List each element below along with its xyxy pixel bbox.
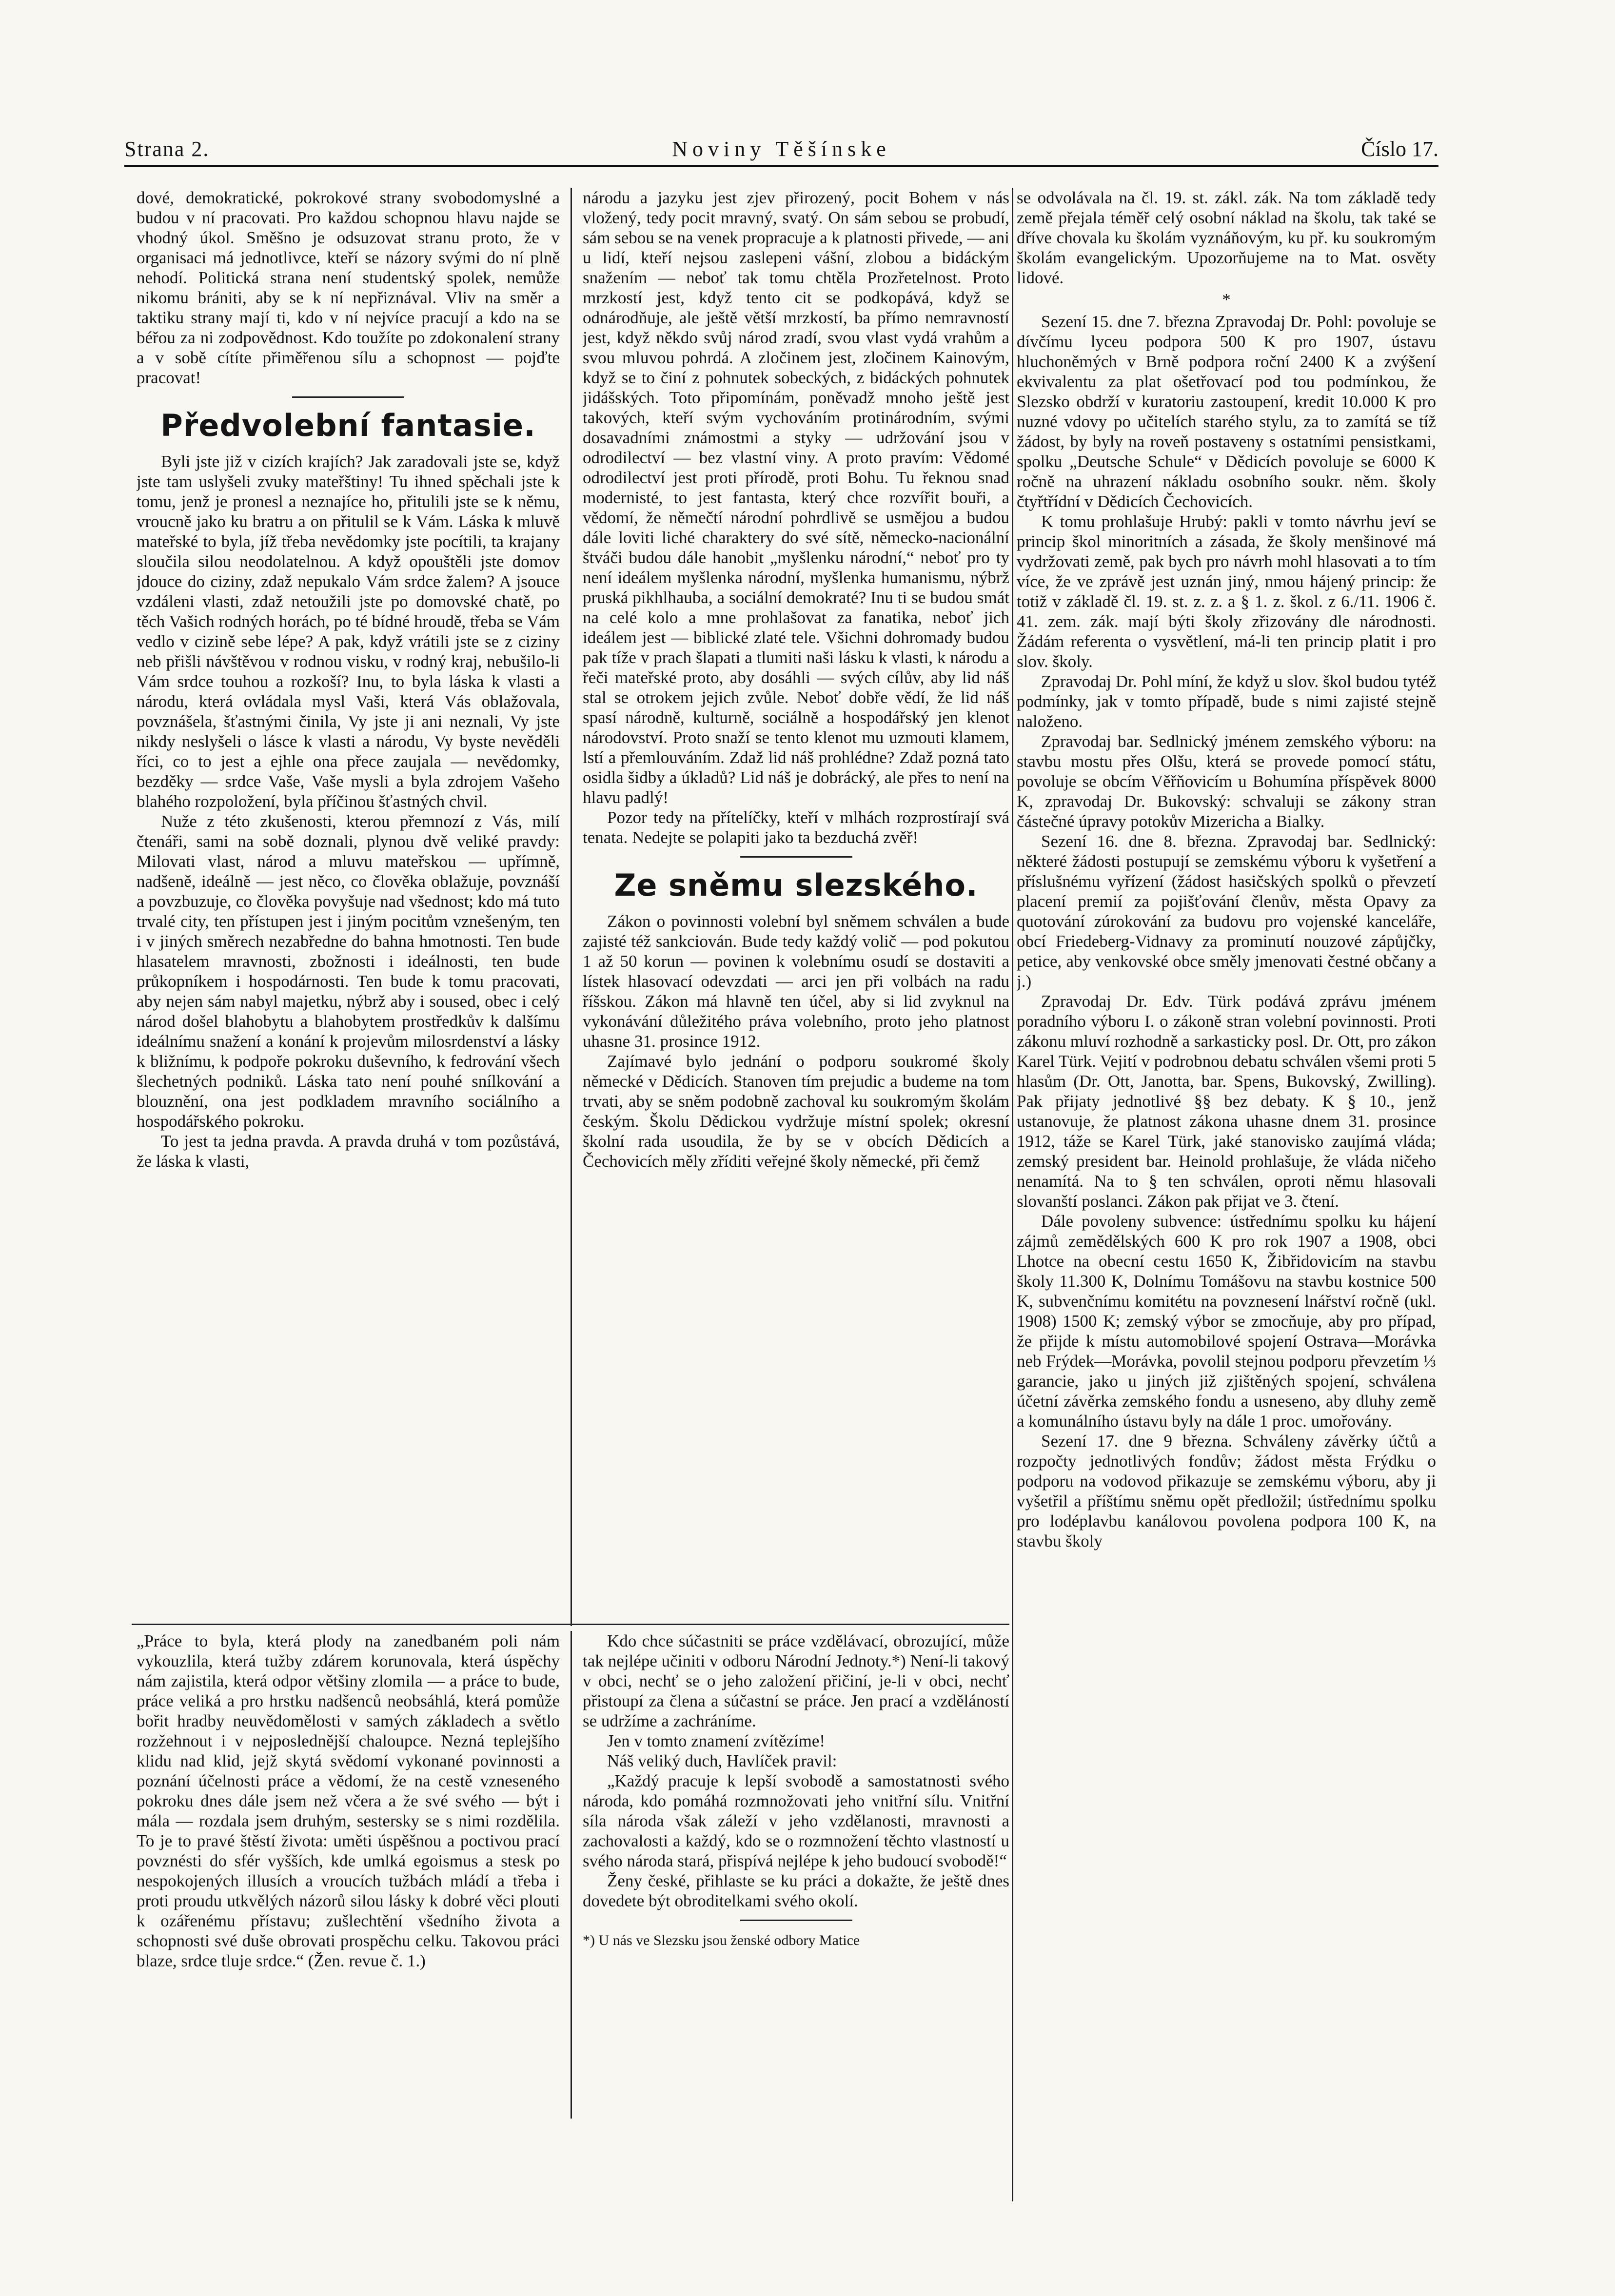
session-report: Sezení 17. dne 9 března. Schváleny závěrky účtů a rozpočty jednotlivých fondův; žádost města Frýdku o podporu na vodovod přikazuje se zemskému výboru, aby ji vyšetřil a příštímu sněmu opět předložil; ústřednímu spolku pro lodéplavbu kanálovou povolena podpora 100 K, na stavbu školy: [1017, 1432, 1436, 1550]
article-paragraph: Pozor tedy na přítelíčky, kteří v mlhách rozprostírají svá tenata. Nedejte se polapiti jako ta bezduchá zvěř!: [583, 808, 1009, 847]
article-title: Ze sněmu slezského.: [614, 867, 978, 903]
column-divider-1: [571, 188, 572, 1626]
column-2-lower: [583, 1631, 1009, 2119]
quotation: „Každý pracuje k lepší svobodě a samostatnosti svého národa, kdo pomáhá rozmnožovati jeho vnitřní sílu. Vnitřní síla národa však záleží v jeho vzdělanosti, mravnosti a zachovalosti a každý, kdo se o rozmnožení těchto vlastností u svého národa stará, přispívá nejlépe k jeho budoucí svobodě!“: [583, 1771, 1009, 1870]
newspaper-title: Noviny Těšínske: [672, 137, 891, 161]
session-report: K tomu prohlašuje Hrubý: pakli v tomto návrhu jeví se princip škol minoritních a zásada, že školy menšinové má vydržovati země, pak bych pro návrh mohl hlasovati a to tím více, že ve zprávě jest uznán jiný, nmou hájený princip: že totiž v základě čl. 19. st. z. z. a § 1. z. škol. z 6./11. 1906 č. 41. zem. zák. mají býti školy zřizovány dle národnosti. Žádám referenta o vysvětlení, má-li ten princip platit i pro slov. školy.: [1017, 512, 1436, 671]
issue-number: Číslo 17.: [1361, 137, 1438, 161]
session-report: Dále povoleny subvence: ústřednímu spolku ku hájení zájmů zemědělských 600 K pro rok 1907 a 1908, obci Lhotce na obecní cestu 1650 K, Žibřidovicím na stavbu školy 11.300 K, Dolnímu Tomášovu na stavbu kostnice 500 K, subvenčnímu komitétu na povznesení lnářství ročně (ukl. 1908) 1500 K; zemský výbor se zmocňuje, aby pro případ, že přijde k místu automobilové spojení Ostrava—Morávka neb Frýdek—Morávka, povolil stejnou podporu převzetím ⅓ garancie, jako u jiných již zjištěných spojení, schválena účetní závěrka zemského fondu a usneseno, aby dluhy země a komunálního ústavu byly na dále 1 proc. umořovány.: [1017, 1212, 1436, 1431]
column-1: [137, 188, 560, 1665]
session-report: Zpravodaj Dr. Pohl míní, že když u slov. škol budou tytéž podmínky, jak v tomto případě, bude s nimi zajisté stejně naloženo.: [1017, 672, 1436, 731]
article-divider: [292, 396, 404, 398]
article-paragraph: Zákon o povinnosti volební byl sněmem schválen a bude zajisté též sankciován. Bude tedy každý volič — pod pokutou 1 až 50 korun — povinen k volebnímu osudí se dostaviti a lístek hlasovací odevzdati — arci jen při volbách na radu říšskou. Zákon má hlavně ten účel, aby si lid zvyknul na vykonávání důležitého práva volebního, proto jeho platnost uhasne 31. prosince 1912.: [583, 912, 1009, 1051]
session-report: Sezení 16. dne 8. března. Zpravodaj bar. Sedlnický: některé žádosti postupují se zemskému výboru k vyšetření a příslušnému vyřízení (žádost hasičských spolků o převzetí placení premií za pojišťování členův, města Opavy za quotování zúrokování za budovu pro vojenské kanceláře, obcí Friedeberg-Vidnavy za prominutí nouzové zápůjčky, petice, aby venkovské obce směly jmenovati čestné občany a j.): [1017, 832, 1436, 991]
column-3: [1017, 188, 1436, 2201]
article-paragraph: se odvolávala na čl. 19. st. zákl. zák. Na tom základě tedy země přejala téměř celý osobní náklad na školu, tak také se dříve chovala ku školám vyznáňovým, ku př. ku soukromým školám evangelickým. Upozorňujeme na to Mat. osvěty lidové.: [1017, 188, 1436, 287]
article-paragraph: Byli jste již v cizích krajích? Jak zaradovali jste se, když jste tam uslyšeli zvuky mateřštiny! Tu ihned spěchali jste k tomu, jenž je pronesl a neznajíce ho, přitulili jste se k němu, vroucně jako ku bratru a on přitulil se k Vám. Láska k mluvě mateřské to byla, jíž třeba nevědomky jste pocítili, ta krajany sloučila silou neodolatelnou. A když opouštěli jste domov jdouce do ciziny, zdaž nepukalo Vám srdce žalem? A jsouce vzdáleni vlasti, zdaž netoužili jste po domovské chatě, po těch Vašich rodných horách, po té bídné hroudě, třeba se Vám vedlo v cizině sebe lépe? A pak, když vrátili jste se z ciziny neb přišli návštěvou v rodnou visku, v rodný kraj, nebušilo-li Vám srdce touhou a rozkoší? Inu, to byla láska k vlasti a národu, která ovládala mysl Vaši, která Vás oblažovala, povznášela, šťastnými činila, Vy jste ji ani neznali, Vy jste nikdy neslyšeli o lásce k vlasti a národu, Vy byste nevěděli říci, co to jest a ejhle ona přece zaujala — nevědomky, bezděky — srdce Vaše, Vaše mysli a byla zdrojem Vašeho blahého rozpoložení, byla příčinou šťastných chvil.: [137, 452, 560, 811]
footnote: *) U nás ve Slezsku jsou ženské odbory Matice: [583, 1932, 860, 1948]
column-2: [583, 188, 1009, 1611]
column-1-lower: [137, 1631, 560, 2119]
header-rule: [124, 165, 1438, 167]
article-paragraph: Ženy české, přihlaste se ku práci a dokažte, že ještě dnes dovedete být obroditelkami svého okolí.: [583, 1871, 1009, 1910]
article-paragraph: Nuže z této zkušenosti, kterou přemnozí z Vás, milí čtenáři, sami na sobě doznali, plynou dvě veliké pravdy: Milovati vlast, národ a mluvu mateřskou — upřímně, nadšeně, ideálně — jest něco, co člověka oblažuje, povznáší a povzbuzuje, co člověka povyšuje nad všednost; kdo má tuto trvalé city, ten přístupen jest i jiným pocitům vznešeným, ten i v jiných směrech nezabředne do bahna hmotnosti. Ten bude hlasatelem mravnosti, zbožnosti i ideálnosti, ten bude průkopníkem i hospodárnosti. Ten bude k tomu pracovati, aby nejen sám nabyl majetku, nýbrž aby i soused, obec i celý národ došel blahobytu a blahobytem prostředkův k dalšímu ideálnímu snažení a konání k projevům milosrdenství a lásky k bližnímu, k podpoře pokroku duševního, k fedrování všech šlechetných podniků. Láska tato není pouhé snílkování a blouznění, ona jest podkladem mravního sociálního a hospodářského pokroku.: [137, 812, 560, 1131]
quotation: „Práce to byla, která plody na zanedbaném poli nám vykouzlila, která tužby zdárem korunovala, která úspěchy nám zajistila, která odpor většiny zlomila — a práce to bude, práce veliká a pro hrstku nadšenců neobsáhlá, která pomůže bořit hradby neuvědomělosti v samých základech a světlo rozžehnout i v nejposlednější chaloupce. Nezná teplejšího klidu nad klid, jejž skytá svědomí vykonané povinnosti a poznání účelnosti práce a vědomí, že na cestě vzneseného pokroku dnes dále jsem než včera a že své svého — být i mála — rozdala jsem druhým, sestersky se s nimi rozdělila. To je to pravé štěstí života: uměti úspěšnou a poctivou prací povznésti do sfér vyšších, kde umlká egoismus a stesk po nespokojených illusích a vroucích tužbách mládí a třeba i proti proudu utkvělých názorů silou lásky k dobré věci plouti k ozářenému přístavu; zušlechtění všedního života a schopnosti své duše obrovati prospěchu celku. Takovou práci blaze, srdce tluje srdce.“ (Žen. revue č. 1.): [137, 1631, 560, 1970]
article-title: Předvolební fantasie.: [160, 408, 536, 443]
session-report: Zpravodaj bar. Sedlnický jménem zemského výboru: na stavbu mostu přes Olšu, která se provede pomocí státu, povoluje se obcím Věřňovicím u Bohumína příspěvek 8000 K, zpravodaj Dr. Bukovský: schvaluji se zákony stran částečné úpravy potokův Mizericha a Bialky.: [1017, 732, 1436, 831]
article-paragraph: To jest ta jedna pravda. A pravda druhá v tom pozůstává, že láska k vlasti,: [137, 1132, 560, 1171]
article-paragraph: Kdo chce súčastniti se práce vzdělávací, obrozující, může tak nejlépe učiniti v odboru Národní Jednoty.*) Není-li takový v obci, nechť se o jeho založení přičiní, je-li v obci, nechť přistoupí za člena a súčastní se práce. Jen prací a vzděláností se udržíme a zachráníme.: [583, 1631, 1009, 1730]
column-divider-2: [1012, 188, 1013, 2201]
article-paragraph: Jen v tomto znamení zvítězíme!: [607, 1731, 826, 1750]
article-paragraph: Náš veliký duch, Havlíček pravil:: [607, 1751, 837, 1770]
session-report: Sezení 15. dne 7. března Zpravodaj Dr. Pohl: povoluje se dívčímu lyceu podpora 500 K pro 1907, ústavu hluchoněmých v Brně podpora roční 2400 K a zvýšení ekvivalentu za plat ošetřovací pod tou podmínkou, že Slezsko obdrží v kuratoriu zastoupení, kredit 10.000 K pro nuzné vdovy po učitelích starého stylu, za to zamítá se tíž žádost, by byly na roveň postaveny s ostatními pensistkami, spolku „Deutsche Schule“ v Dědicích povoluje se 6000 K ročně na uhrazení nákladu osobního soukr. něm. školy čtyřtřídní v Dědicích Čechovicích.: [1017, 312, 1436, 511]
column-divider-1-lower: [571, 1631, 572, 2119]
article-text: dové, demokratické, pokrokové strany svobodomyslné a budou v ní pracovati. Pro každou schopnou hlavu najde se vhodný úkol. Směšno je odsuzovat stranu proto, že v organisaci má jednotlivce, kteří se názory svými do ní plně nehodí. Politická strana není studentský spolek, nemůže nikomu brániti, aby se k ní nepřiznával. Vliv na směr a taktiku strany mají ti, kdo v ní nejvíce pracují a kdo na se béřou za ni zodpovědnost. Kdo toužíte po zdokonalení strany a v sobě cítíte přiměřenou sílu a schopnost — pojďte pracovat!: [137, 188, 560, 387]
session-report: Zpravodaj Dr. Edv. Türk podává zprávu jménem poradního výboru I. o zákoně stran volební povinnosti. Proti zákonu mluví rozhodně a sarkasticky posl. Dr. Ott, pro zákon Karel Türk. Vejití v podrobnou debatu schválen všemi proti 5 hlasům (Dr. Ott, Janotta, bar. Spens, Bukovský, Zwilling). Pak přijaty jednotlivé §§ bez debaty. K § 10., jenž ustanovuje, že platnost zákona uhasne dnem 31. prosince 1912, táže se Karel Türk, jaké stanovisko zaujímá vláda; zemský president bar. Heinold prohlašuje, že vláda ničeho nenamítá. Na to § ten schválen, oproti němu hlasovali slovanští poslanci. Zákon pak přijat ve 3. čtení.: [1017, 992, 1436, 1211]
article-divider: [740, 856, 852, 858]
page-number-label: Strana 2.: [124, 137, 210, 161]
article-paragraph: národu a jazyku jest zjev přirozený, pocit Bohem v nás vložený, tedy pocit mravný, svatý. On sám sebou se probudí, sám sebou se na venek propracuje a k platnosti přivede, — ani u lidí, kteří nejsou zaslepeni vášní, zlobou a bidáckým snažením — neboť tak tomu chtěla Prozřetelnost. Proto mrzkostí jest, když tento cit se podkopává, když se odnárodňuje, ale ještě větší mrzkostí, ba přímo nemravností jest, když někdo svůj národ zradí, svou vlast vydá vrahům a svou mluvou pohrdá. A zločinem jest, zločinem Kainovým, když se to činí z pohnutek sobeckých, z bidáckých pohnutek jidášských. Toto připomínám, poněvadž mnoho ještě jest takových, kteří svým vychováním protinárodním, svými dosavadními známostmi a styky — udržování jsou v odrodilectví — bez vlastní viny. A proto pravím: Vědomé odrodilectví jest proti přírodě, proti Bohu. Tu řeknou snad modernisté, to jest fantasta, který chce rozvířit bouři, a vědomí, že němečtí národní pohrdlivě se usmějou a budou dále loviti liché charaktery do své sítě, německo-nacionální štváči budou dále hanobit „myšlenku národní,“ neboť pro ty není ideálem myšlenka národní, myšlenka humanismu, nýbrž pruská pikhlhauba, a sociální demokraté? Inu ti se budou smát na celé kolo a mne prohlašovat za fanatika, neboť jich ideálem jest — biblické zlaté tele. Všichni dohromady budou pak tíže v prach šlapati a tlumiti naši lásku k vlasti, k národu a řeči mateřské proto, aby dosáhli — svých cílův, aby lid náš stal se otrokem jejich zvůle. Neboť dobře vědí, že lid náš spasí národně, kulturně, sociálně a hospodářský jen klenot národovství. Proto snaží se tento klenot mu uzmouti klamem, lstí a přemlouváním. Zdaž lid náš prohlédne? Zdaž pozná tato osidla šidby a úkladů? Lid náš je dobrácký, ale přes to není na hlavu padlý!: [583, 188, 1009, 807]
article-paragraph: Zajímavé bylo jednání o podporu soukromé školy německé v Dědicích. Stanoven tím prejudic a budeme na tom trvati, aby se sněm podobně zachoval ku soukromým školám českým. Školu Dědickou vydržuje místní spolek; okresní školní rada usoudila, že by se v obcích Dědicích a Čechovicích měly zříditi veřejné školy německé, při čemž: [583, 1052, 1009, 1171]
section-star: *: [1222, 290, 1231, 309]
footnote-divider: [740, 1920, 852, 1921]
